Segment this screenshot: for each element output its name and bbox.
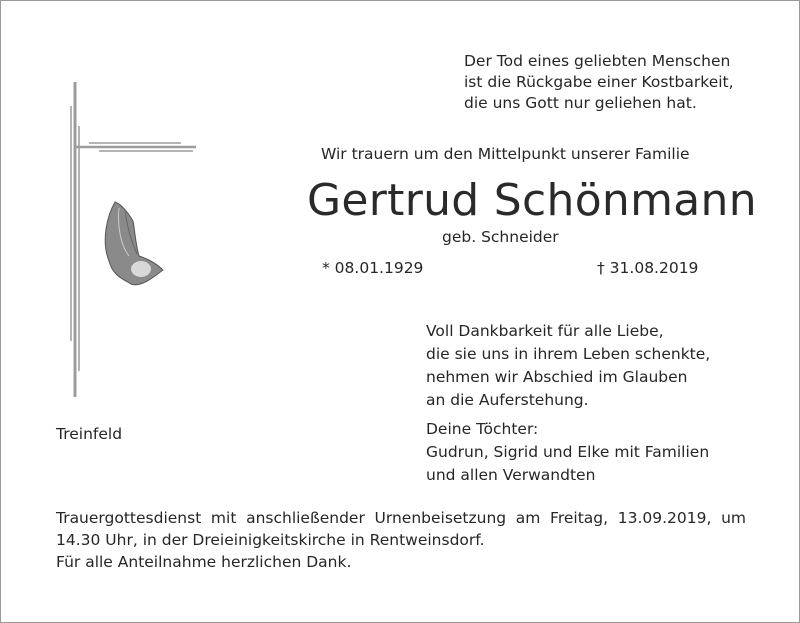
- death-date: † 31.08.2019: [597, 259, 699, 277]
- intro-text: Wir trauern um den Mittelpunkt unserer Familie: [321, 145, 690, 163]
- quote: [464, 51, 734, 114]
- quote-line: Der Tod eines geliebten Menschen: [464, 52, 731, 70]
- thanks-line: an die Auferstehung.: [426, 391, 589, 409]
- family-line: und allen Verwandten: [426, 466, 596, 484]
- thanks-line: nehmen wir Abschied im Glauben: [426, 368, 688, 386]
- closing-text: Für alle Anteilnahme herzlichen Dank.: [56, 553, 352, 571]
- family-line: Deine Töchter:: [426, 420, 539, 438]
- deceased-name: Gertrud Schönmann: [307, 175, 757, 226]
- thanks-text: [426, 320, 710, 412]
- cross-with-praying-hands-icon: [66, 66, 196, 401]
- service-info: Trauergottesdienst mit anschließender Urnenbeisetzung am Freitag, 13.09.2019, um 14.30 Uhr, in der Dreieinigkeitskirche in Rentweinsdorf.: [56, 509, 746, 549]
- thanks-line: Voll Dankbarkeit für alle Liebe,: [426, 322, 664, 340]
- thanks-line: die sie uns in ihrem Leben schenkte,: [426, 345, 711, 363]
- birth-date: * 08.01.1929: [322, 259, 424, 277]
- birth-name: geb. Schneider: [442, 228, 559, 246]
- family-line: Gudrun, Sigrid und Elke mit Familien: [426, 443, 710, 461]
- place: Treinfeld: [56, 425, 123, 443]
- family: [426, 418, 709, 487]
- quote-line: ist die Rückgabe einer Kostbarkeit,: [464, 73, 734, 91]
- quote-line: die uns Gott nur geliehen hat.: [464, 94, 697, 112]
